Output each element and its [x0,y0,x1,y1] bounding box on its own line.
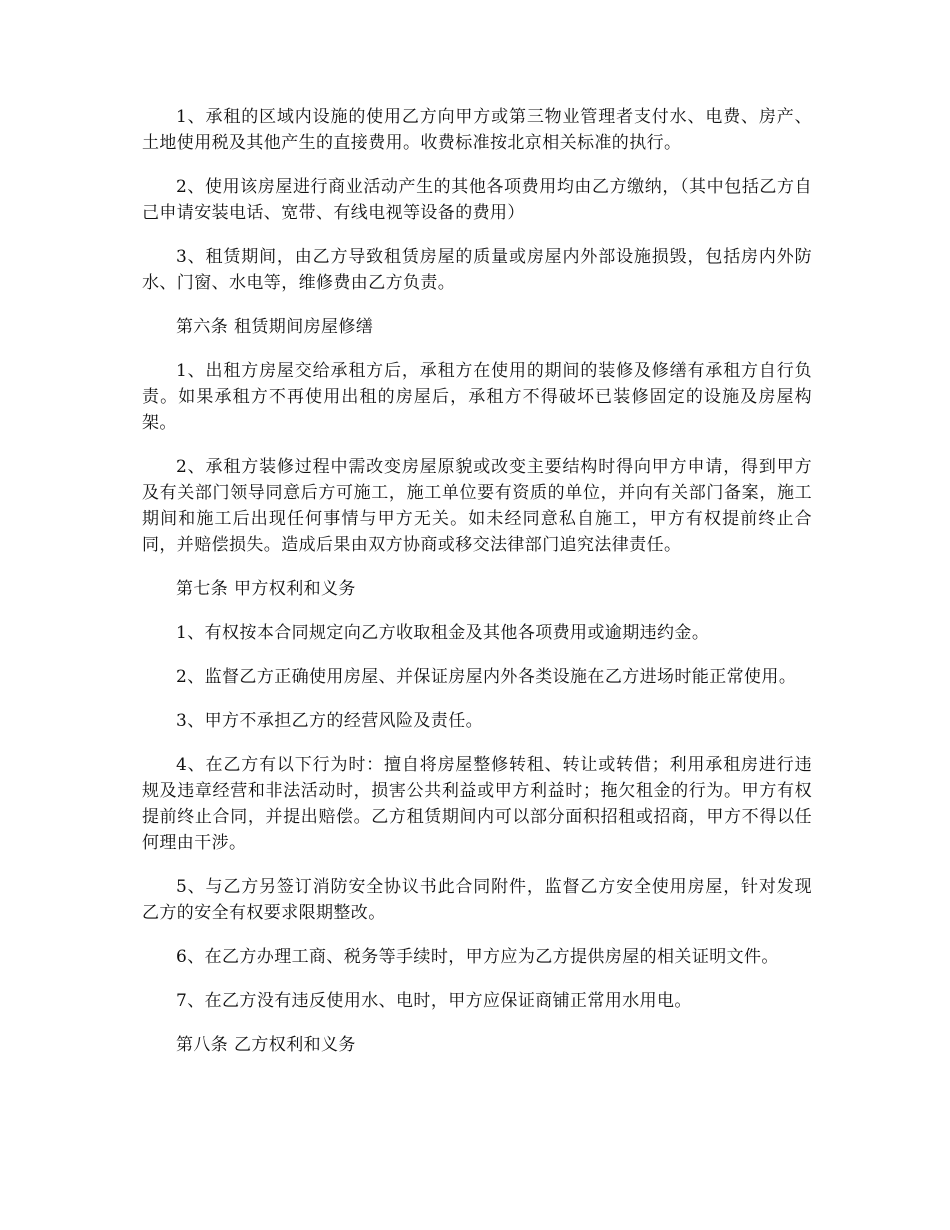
clause-paragraph-damage: 3、租赁期间，由乙方导致租赁房屋的质量或房屋内外部设施损毁，包括房内外防水、门窗、水电等，维修费由乙方负责。 [142,247,812,293]
clause-paragraph-party-a-7: 7、在乙方没有违反使用水、电时，甲方应保证商铺正常用水用电。 [176,991,692,1011]
clause-paragraph-party-a-2: 2、监督乙方正确使用房屋、并保证房屋内外各类设施在乙方进场时能正常使用。 [176,667,797,687]
clause-paragraph-renovation-1: 1、出租方房屋交给承租方后，承租方在使用的期间的装修及修缮有承租方自行负责。如果承租方不再使用出租的房屋后，承租方不得破坏已装修固定的设施及房屋构架。 [142,361,812,433]
clause-paragraph-fees: 1、承租的区域内设施的使用乙方向甲方或第三物业管理者支付水、电费、房产、土地使用税及其他产生的直接费用。收费标准按北京相关标准的执行。 [142,107,812,153]
document-body [142,104,812,1076]
article-heading-8: 第八条 乙方权利和义务 [176,1035,356,1055]
clause-paragraph-business-costs: 2、使用该房屋进行商业活动产生的其他各项费用均由乙方缴纳，（其中包括乙方自己申请安装电话、宽带、有线电视等设备的费用） [142,177,812,223]
clause-paragraph-party-a-4: 4、在乙方有以下行为时：擅自将房屋整修转租、转让或转借；利用承租房进行违规及违章经营和非法活动时，损害公共利益或甲方利益时；拖欠租金的行为。甲方有权提前终止合同，并提出赔偿。乙方租赁期间内可以部分面积招租或招商，甲方不得以任何理由干涉。 [142,755,812,853]
article-heading-6: 第六条 租赁期间房屋修缮 [176,317,374,337]
clause-paragraph-renovation-2: 2、承租方装修过程中需改变房屋原貌或改变主要结构时得向甲方申请，得到甲方及有关部门领导同意后方可施工，施工单位要有资质的单位，并向有关部门备案，施工期间和施工后出现任何事情与甲方无关。如未经同意私自施工，甲方有权提前终止合同，并赔偿损失。造成后果由双方协商或移交法律部门追究法律责任。 [142,457,812,555]
article-heading-7: 第七条 甲方权利和义务 [176,579,356,599]
clause-paragraph-party-a-3: 3、甲方不承担乙方的经营风险及责任。 [176,711,484,731]
clause-paragraph-party-a-5: 5、与乙方另签订消防安全协议书此合同附件，监督乙方安全使用房屋，针对发现乙方的安全有权要求限期整改。 [142,877,812,923]
clause-paragraph-party-a-1: 1、有权按本合同规定向乙方收取租金及其他各项费用或逾期违约金。 [176,623,710,643]
clause-paragraph-party-a-6: 6、在乙方办理工商、税务等手续时，甲方应为乙方提供房屋的相关证明文件。 [176,947,779,967]
